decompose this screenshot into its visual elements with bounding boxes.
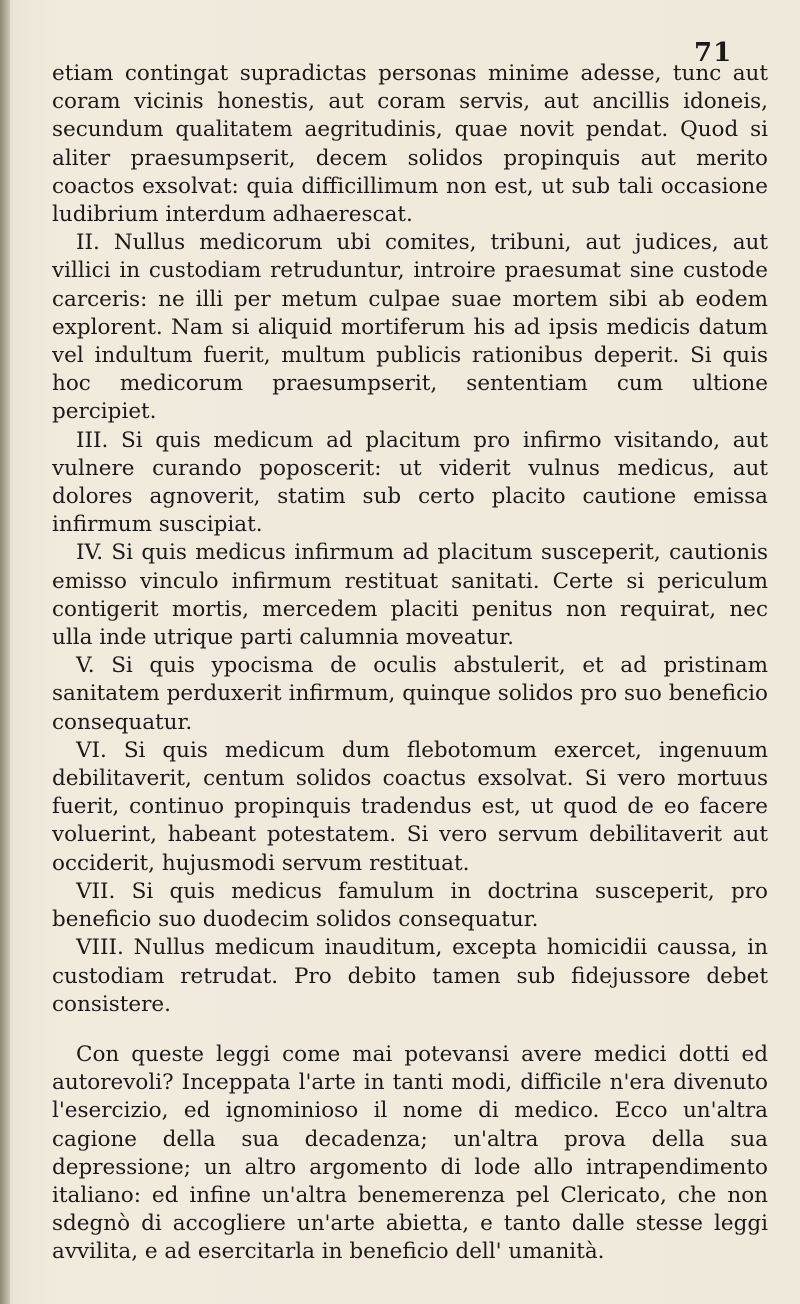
page-text-body <box>52 60 768 1267</box>
paragraph-law-3: III. Si quis medicum ad placitum pro infirmo visitando, aut vulnere curando poposcerit: ut viderit vulnus medicus, aut dolores agnoverit, statim sub certo placito cautione emissa infirmum suscipiat. <box>52 427 768 538</box>
paragraph-law-8: VIII. Nullus medicum inauditum, excepta homicidii caussa, in custodiam retrudat. Pro debito tamen sub fidejussore debet consistere. <box>52 935 768 1017</box>
paragraph-law-6: VI. Si quis medicum dum flebotomum exercet, ingenuum debilitaverit, centum solidos coactus exsolvat. Si vero mortuus fuerit, continuo propinquis tradendus est, ut quod de eo facere voluerint, habeant potestatem. Si vero servum debilitaverit aut occiderit, hujusmodi servum restituat. <box>52 737 768 876</box>
paragraph-intro: etiam contingat supradictas personas minime adesse, tunc aut coram vicinis honestis, aut coram servis, aut ancillis idoneis, secundum qualitatem aegritudinis, quae novit pendat. Quod si aliter praesumpserit, decem solidos propinquis aut merito coactos exsolvat: quia difficillimum non est, ut sub tali occasione ludibrium interdum adhaerescat. <box>52 61 768 228</box>
paragraph-law-5: V. Si quis ypocisma de oculis abstulerit, et ad pristinam sanitatem perduxerit infirmum, quinque solidos pro suo beneficio consequatur. <box>52 653 768 735</box>
page-binding-edge <box>0 0 10 1304</box>
paragraph-law-4: IV. Si quis medicus infirmum ad placitum susceperit, cautionis emisso vinculo infirmum restituat sanitati. Certe si periculum contigerit mortis, mercedem placiti penitus non requirat, nec ulla inde utrique parti calumnia moveatur. <box>52 540 768 651</box>
page-number: 71 <box>694 38 733 68</box>
paragraph-law-7: VII. Si quis medicus famulum in doctrina susceperit, pro beneficio suo duodecim solidos consequatur. <box>52 878 768 933</box>
paragraph-law-2: II. Nullus medicorum ubi comites, tribuni, aut judices, aut villici in custodiam retruduntur, introire praesumat sine custode carceris: ne illi per metum culpae suae mortem sibi ab eodem explorent. Nam si aliquid mortiferum his ad ipsis medicis datum vel indultum fuerit, multum publicis rationibus deperit. Si quis hoc medicorum praesumpserit, sententiam cum ultione percipiet. <box>52 230 768 425</box>
paragraph-commentary: Con queste leggi come mai potevansi avere medici dotti ed autorevoli? Inceppata l'arte in tanti modi, difficile n'era divenuto l'esercizio, ed ignominioso il nome di medico. Ecco un'altra cagione della sua decadenza; un'altra prova della sua depressione; un altro argomento di lode allo intrapendimento italiano: ed infine un'altra benemerenza pel Clericato, che non sdegnò di accogliere un'arte abietta, e tanto dalle stesse leggi avvilita, e ad esercitarla in beneficio dell' umanità. <box>52 1041 768 1265</box>
